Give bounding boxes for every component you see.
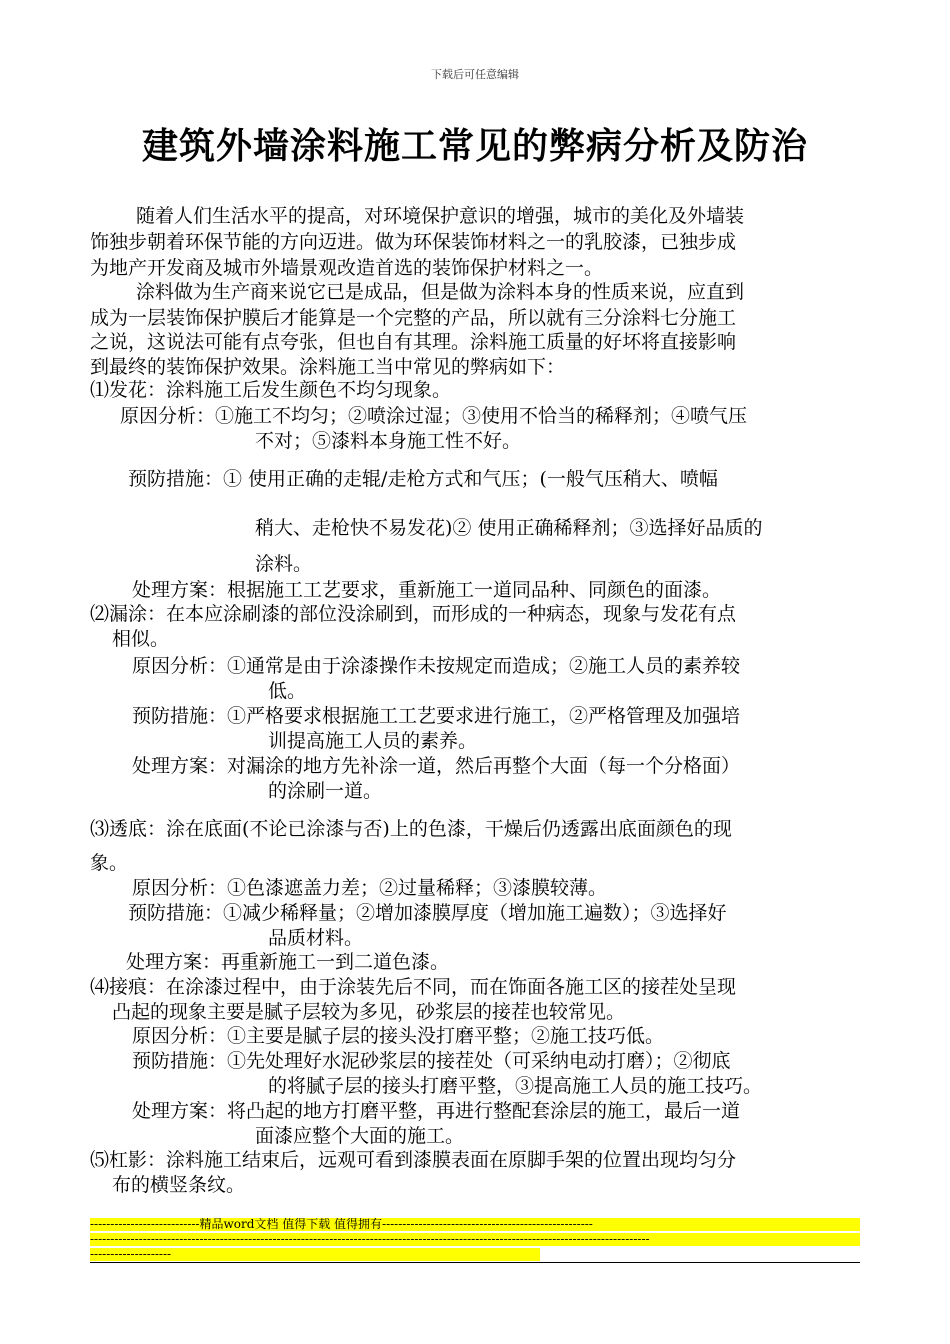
text-line: 象。 <box>90 852 129 874</box>
text-line: 饰独步朝着环保节能的方向迈进。做为环保装饰材料之一的乳胶漆，已独步成 <box>90 231 737 253</box>
text-line: 布的横竖条纹。 <box>112 1174 246 1196</box>
footer-banner-line: ---------------------------精品word文档 值得下载 值得拥有---------------------------------------------------- <box>90 1218 860 1231</box>
text-line: 的将腻子层的接头打磨平整，③提高施工人员的施工技巧。 <box>268 1075 763 1097</box>
text-line: 相似。 <box>112 628 170 650</box>
text-line: 涂料做为生产商来说它已是成品，但是做为涂料本身的性质来说，应直到 <box>136 281 745 303</box>
text-line: 原因分析：①施工不均匀；②喷涂过湿；③使用不恰当的稀释剂；④喷气压 <box>120 405 748 427</box>
text-line: 品质材料。 <box>268 927 364 949</box>
text-line: 涂料。 <box>255 553 313 575</box>
text-line: 随着人们生活水平的提高，对环境保护意识的增强，城市的美化及外墙装 <box>136 205 745 227</box>
text-line: 不对；⑤漆料本身施工性不好。 <box>255 430 522 452</box>
section-heading: ⑸杠影：涂料施工结束后，远观可看到漆膜表面在原脚手架的位置出现均匀分 <box>90 1149 737 1171</box>
section-heading: ⑵漏涂：在本应涂刷漆的部位没涂刷到，而形成的一种病态，现象与发花有点 <box>90 603 737 625</box>
footer-banner-line: -------------------- <box>90 1248 540 1261</box>
footer-rule <box>90 1262 860 1263</box>
text-line: 低。 <box>268 680 307 702</box>
text-line: 的涂刷一道。 <box>268 780 383 802</box>
section-heading: ⑶透底：涂在底面(不论已涂漆与否)上的色漆，干燥后仍透露出底面颜色的现 <box>90 818 732 840</box>
document-title: 建筑外墙涂料施工常见的弊病分析及防治 <box>141 125 808 167</box>
text-line: 训提高施工人员的素养。 <box>268 730 478 752</box>
page-header: 下载后可任意编辑 <box>431 68 519 81</box>
text-line: 之说，这说法可能有点夸张，但也自有其理。涂料施工质量的好坏将直接影响 <box>90 331 737 353</box>
text-line: 成为一层装饰保护膜后才能算是一个完整的产品，所以就有三分涂料七分施工 <box>90 307 737 329</box>
text-line: 预防措施：① 使用正确的走辊/走枪方式和气压；(一般气压稍大、喷幅 <box>128 468 718 490</box>
text-line: 预防措施：①严格要求根据施工工艺要求进行施工，②严格管理及加强培 <box>132 705 741 727</box>
text-line: 预防措施：①先处理好水泥砂浆层的接茬处（可采纳电动打磨）；②彻底 <box>132 1050 731 1072</box>
text-line: 预防措施：①减少稀释量；②增加漆膜厚度（增加施工遍数）；③选择好 <box>128 902 727 924</box>
section-heading: ⑴发花：涂料施工后发生颜色不均匀现象。 <box>90 379 452 401</box>
text-line: 处理方案：将凸起的地方打磨平整，再进行整配套涂层的施工，最后一道 <box>132 1100 741 1122</box>
text-line: 处理方案：根据施工工艺要求，重新施工一道同品种、同颜色的面漆。 <box>132 579 722 601</box>
text-line: 为地产开发商及城市外墙景观改造首选的装饰保护材料之一。 <box>90 257 604 279</box>
text-line: 处理方案：再重新施工一到二道色漆。 <box>126 951 450 973</box>
text-line: 凸起的现象主要是腻子层较为多见，砂浆层的接茬也较常见。 <box>112 1001 626 1023</box>
footer-banner-line: ------------------------------------------------------------------------------------------------------------------------------------------ <box>90 1233 860 1246</box>
text-line: 原因分析：①色漆遮盖力差；②过量稀释；③漆膜较薄。 <box>132 877 608 899</box>
text-line: 原因分析：①通常是由于涂漆操作未按规定而造成；②施工人员的素养较 <box>132 655 741 677</box>
text-line: 原因分析：①主要是腻子层的接头没打磨平整；②施工技巧低。 <box>132 1025 665 1047</box>
text-line: 稍大、走枪快不易发花)② 使用正确稀释剂；③选择好品质的 <box>255 517 763 539</box>
text-line: 处理方案：对漏涂的地方先补涂一道，然后再整个大面（每一个分格面） <box>132 755 741 777</box>
text-line: 面漆应整个大面的施工。 <box>255 1125 465 1147</box>
text-line: 到最终的装饰保护效果。涂料施工当中常见的弊病如下： <box>90 356 566 378</box>
section-heading: ⑷接痕：在涂漆过程中，由于涂装先后不同，而在饰面各施工区的接茬处呈现 <box>90 976 737 998</box>
